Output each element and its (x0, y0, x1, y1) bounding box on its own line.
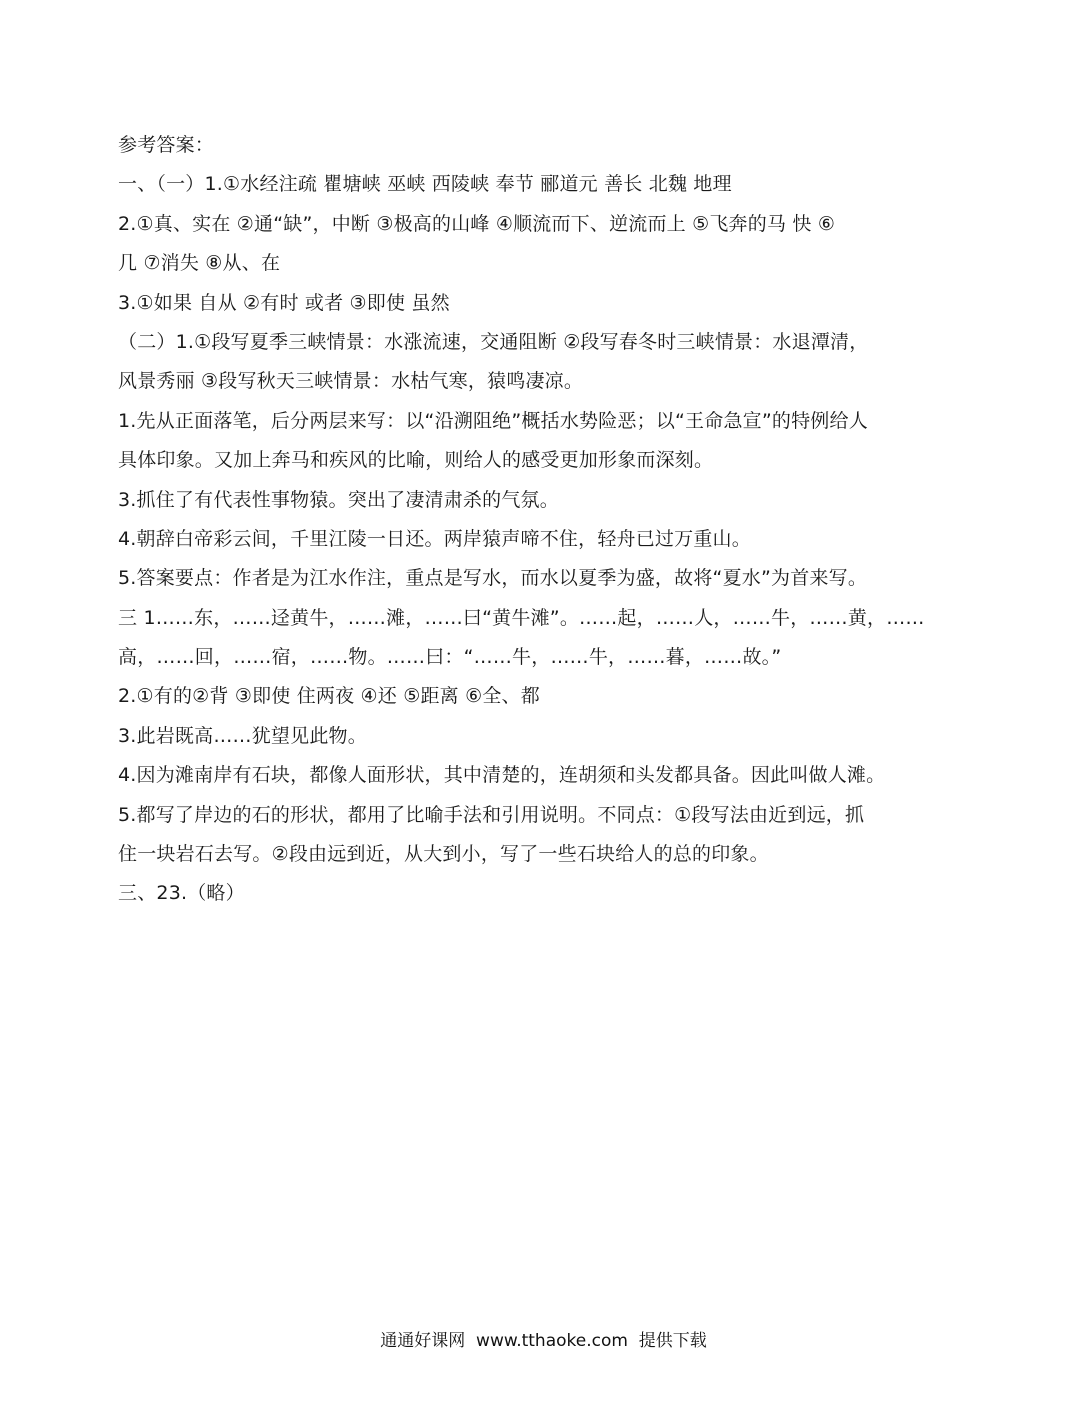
answer-line: 3.①如果 自从 ②有时 或者 ③即使 虽然 (118, 291, 450, 314)
answer-line: 4.朝辞白帝彩云间，千里江陵一日还。两岸猿声啼不住，轻舟已过万重山。 (118, 527, 751, 550)
answer-line: 三 1……东，……迳黄牛，……滩，……曰“黄牛滩”。……起，……人，……牛，……黄，…… (118, 606, 925, 629)
answer-line: 具体印象。又加上奔马和疾风的比喻，则给人的感受更加形象而深刻。 (118, 449, 714, 472)
answer-line: 高，……回，……宿，……物。……曰：“……牛，……牛，……暮，……故。” (118, 646, 782, 669)
answer-section (118, 126, 978, 914)
answer-line: 3.此岩既高……犹望见此物。 (118, 724, 367, 747)
answer-line: 2.①真、实在 ②通“缺”，中断 ③极高的山峰 ④顺流而下、逆流而上 ⑤飞奔的马 快 ⑥ (118, 212, 836, 235)
answer-heading: 参考答案： (118, 134, 215, 156)
answer-line: （二）1.①段写夏季三峡情景：水涨流速，交通阻断 ②段写春冬时三峡情景：水退潭清， (118, 330, 869, 353)
answer-line: 1.先从正面落笔，后分两层来写：以“沿溯阻绝”概括水势险恶；以“王命急宣”的特例给人 (118, 409, 868, 432)
answer-line: 风景秀丽 ③段写秋天三峡情景：水枯气寒，猿鸣凄凉。 (118, 370, 584, 393)
answer-line: 3.抓住了有代表性事物猿。突出了凄清肃杀的气氛。 (118, 488, 559, 511)
answer-line: 2.①有的②背 ③即使 住两夜 ④还 ⑤距离 ⑥全、都 (118, 685, 540, 708)
answer-line: 5.都写了岸边的石的形状，都用了比喻手法和引用说明。不同点：①段写法由近到远，抓 (118, 803, 865, 826)
answer-line: 5.答案要点：作者是为江水作注，重点是写水，而水以夏季为盛，故将“夏水”为首来写。 (118, 567, 868, 590)
answer-line: 4.因为滩南岸有石块，都像人面形状，其中清楚的，连胡须和头发都具备。因此叫做人滩。 (118, 764, 886, 787)
answer-line: 一、（一）1.①水经注疏 瞿塘峡 巫峡 西陵峡 奉节 郦道元 善长 北魏 地理 (118, 173, 732, 196)
page-footer: 通通好课网 www.tthaoke.com 提供下载 (380, 1331, 707, 1351)
answer-line: 三、23.（略） (118, 882, 245, 905)
answer-line: 住一块岩石去写。②段由远到近，从大到小，写了一些石块给人的总的印象。 (118, 843, 769, 866)
answer-line: 几 ⑦消失 ⑧从、在 (118, 252, 281, 275)
